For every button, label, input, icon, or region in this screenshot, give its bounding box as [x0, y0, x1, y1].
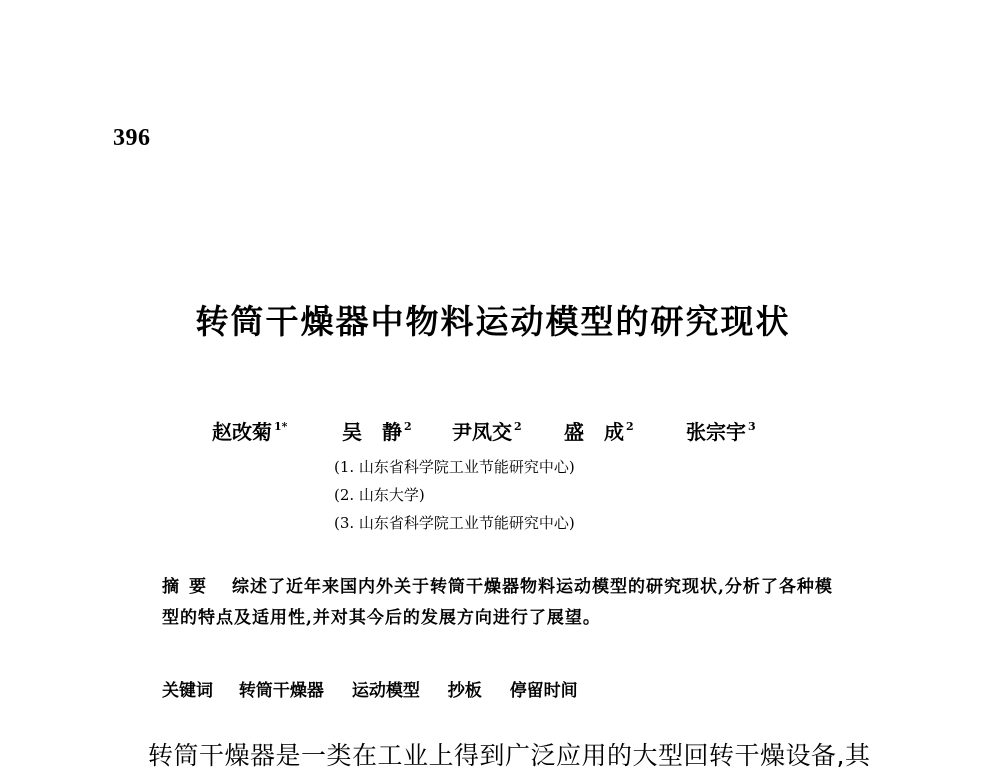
- author-name: 盛 成: [564, 420, 624, 444]
- author-3: [452, 416, 522, 445]
- author-affiliation-mark: 2: [626, 420, 634, 433]
- page-number: 396: [113, 125, 151, 151]
- author-name: 尹凤交: [452, 420, 512, 444]
- author-name: 张宗宇: [686, 420, 746, 444]
- body-paragraph-first-line: 转筒干燥器是一类在工业上得到广泛应用的大型回转干燥设备,其: [148, 741, 871, 770]
- keyword: 停留时间: [509, 681, 578, 701]
- paper-title: 转筒干燥器中物料运动模型的研究现状: [195, 302, 791, 341]
- affiliation-2: (2. 山东大学): [334, 486, 425, 504]
- author-affiliation-mark: 2: [404, 420, 412, 433]
- author-5: [686, 416, 756, 445]
- author-4: [564, 416, 634, 445]
- keyword: 抄板: [447, 681, 482, 701]
- author-name: 赵改菊: [212, 420, 272, 444]
- author-affiliation-mark: 1*: [274, 420, 288, 433]
- author-1: [212, 416, 287, 445]
- author-list: [212, 416, 812, 450]
- author-affiliation-mark: 2: [514, 420, 522, 433]
- author-name: 吴 静: [342, 420, 402, 444]
- affiliation-1: (1. 山东省科学院工业节能研究中心): [334, 458, 575, 476]
- affiliation-3: (3. 山东省科学院工业节能研究中心): [334, 514, 575, 532]
- abstract-label: 摘要: [162, 577, 216, 597]
- author-2: [342, 416, 412, 445]
- keyword: 运动模型: [351, 681, 420, 701]
- abstract: [162, 572, 842, 634]
- keywords: [162, 676, 600, 701]
- keywords-label: 关键词: [162, 681, 213, 701]
- abstract-text: 综述了近年来国内外关于转筒干燥器物料运动模型的研究现状,分析了各种模型的特点及适用性,并对其今后的发展方向进行了展望。: [162, 577, 833, 628]
- author-affiliation-mark: 3: [748, 420, 756, 433]
- keyword: 转筒干燥器: [238, 681, 324, 701]
